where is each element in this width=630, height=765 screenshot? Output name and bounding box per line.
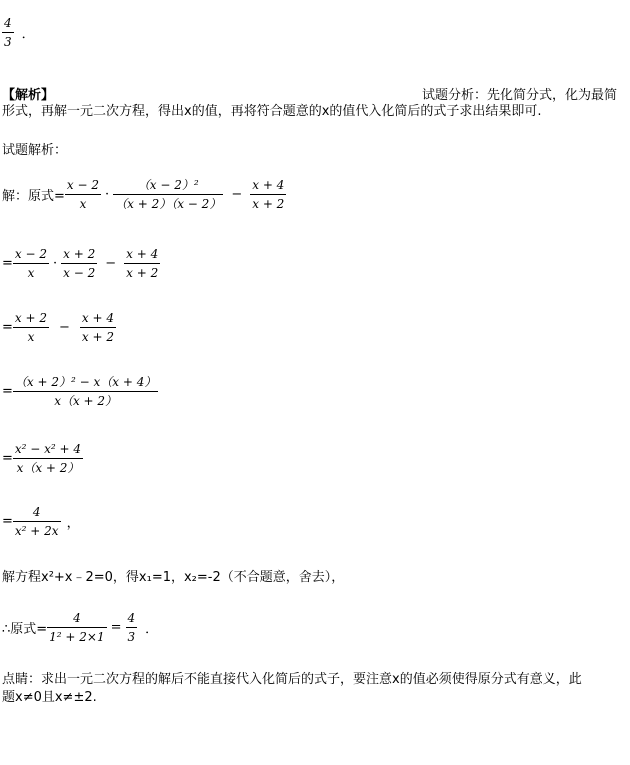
step-2-f2-num: x + 2 (61, 245, 97, 264)
step-3-f1-num: x + 2 (13, 309, 49, 328)
step-5-prefix: = (2, 451, 13, 466)
step-1-fraction-1 (65, 176, 101, 213)
step-2-fraction-3 (124, 245, 160, 282)
step-1 (2, 176, 286, 213)
step-2-f1-den: x (27, 266, 35, 280)
step-1-fraction-3 (250, 176, 286, 213)
comment-line-1: 点睛：求出一元二次方程的解后不能直接代入化简后的式子，要注意x的值必须使得原分式有意义，此 (2, 672, 582, 687)
step-1-f2-num: （x − 2）² (113, 176, 223, 195)
step-2-fraction-2 (61, 245, 97, 282)
final-prefix: ∴原式= (2, 622, 48, 637)
step-3-fraction-2 (80, 309, 116, 346)
step-6 (2, 503, 80, 540)
final-fraction (47, 609, 106, 646)
step-6-suffix: ， (66, 516, 80, 531)
final-result-num: 4 (126, 609, 138, 628)
step-3-minus: − (59, 320, 70, 335)
comment-line-2: 题x≠0且x≠±2. (2, 690, 97, 705)
step-1-dot: · (105, 187, 110, 202)
step-5-num: x² − x² + 4 (13, 440, 83, 459)
step-3-prefix: = (2, 320, 13, 335)
answer-period: ． (21, 27, 35, 42)
step-4-prefix: = (2, 384, 13, 399)
step-4 (2, 373, 158, 410)
solution-label: 试题解析： (2, 143, 68, 158)
step-5 (2, 440, 83, 477)
step-3-f2-num: x + 4 (80, 309, 116, 328)
step-2-dot: · (53, 256, 58, 271)
analysis-head: 试题分析：先化简分式，化为最简 (422, 88, 618, 103)
step-2-f2-den: x − 2 (63, 266, 96, 280)
answer-denominator: 3 (4, 35, 12, 49)
step-1-minus: − (231, 187, 243, 202)
step-4-num: （x + 2）² − x（x + 4） (13, 373, 158, 392)
final-line (2, 609, 158, 646)
step-2-f3-num: x + 4 (124, 245, 160, 264)
step-6-den: x² + 2x (14, 524, 59, 538)
step-2-prefix: = (2, 256, 13, 271)
step-2 (2, 245, 160, 282)
step-6-prefix: = (2, 514, 13, 529)
answer-line (2, 14, 35, 51)
final-result-fraction (126, 609, 138, 646)
step-1-f1-den: x (79, 197, 87, 211)
step-1-f2-den: （x + 2）（x − 2） (115, 197, 222, 211)
step-2-f3-den: x + 2 (126, 266, 159, 280)
step-3-f2-den: x + 2 (81, 330, 114, 344)
step-3 (2, 309, 116, 346)
step-1-f1-num: x − 2 (65, 176, 101, 195)
step-6-fraction (13, 503, 61, 540)
step-1-f3-num: x + 4 (250, 176, 286, 195)
step-6-num: 4 (13, 503, 61, 522)
final-num: 4 (47, 609, 106, 628)
jiexi-label: 【解析】 (2, 88, 55, 103)
step-4-fraction (13, 373, 158, 410)
step-1-f3-den: x + 2 (252, 197, 285, 211)
final-period: ． (145, 622, 159, 637)
step-1-prefix: 解：原式= (2, 189, 65, 204)
step-2-fraction-1 (13, 245, 49, 282)
equation-line: 解方程x²+x﹣2=0，得x₁=1，x₂=-2（不合题意，舍去）， (2, 570, 345, 585)
final-result-den: 3 (127, 630, 136, 644)
step-5-fraction (13, 440, 83, 477)
step-5-den: x（x + 2） (16, 461, 80, 475)
step-2-f1-num: x − 2 (13, 245, 49, 264)
answer-fraction (2, 14, 14, 51)
step-1-fraction-2 (113, 176, 223, 213)
final-den: 1² + 2×1 (49, 630, 105, 644)
step-3-f1-den: x (27, 330, 35, 344)
answer-numerator: 4 (2, 14, 14, 33)
step-2-minus: − (105, 256, 117, 271)
step-3-fraction-1 (13, 309, 49, 346)
analysis-tail: 形式，再解一元二次方程，得出x的值，再将符合题意的x的值代入化简后的式子求出结果即可. (2, 104, 542, 119)
final-equals: = (110, 620, 122, 635)
step-4-den: x（x + 2） (54, 394, 118, 408)
